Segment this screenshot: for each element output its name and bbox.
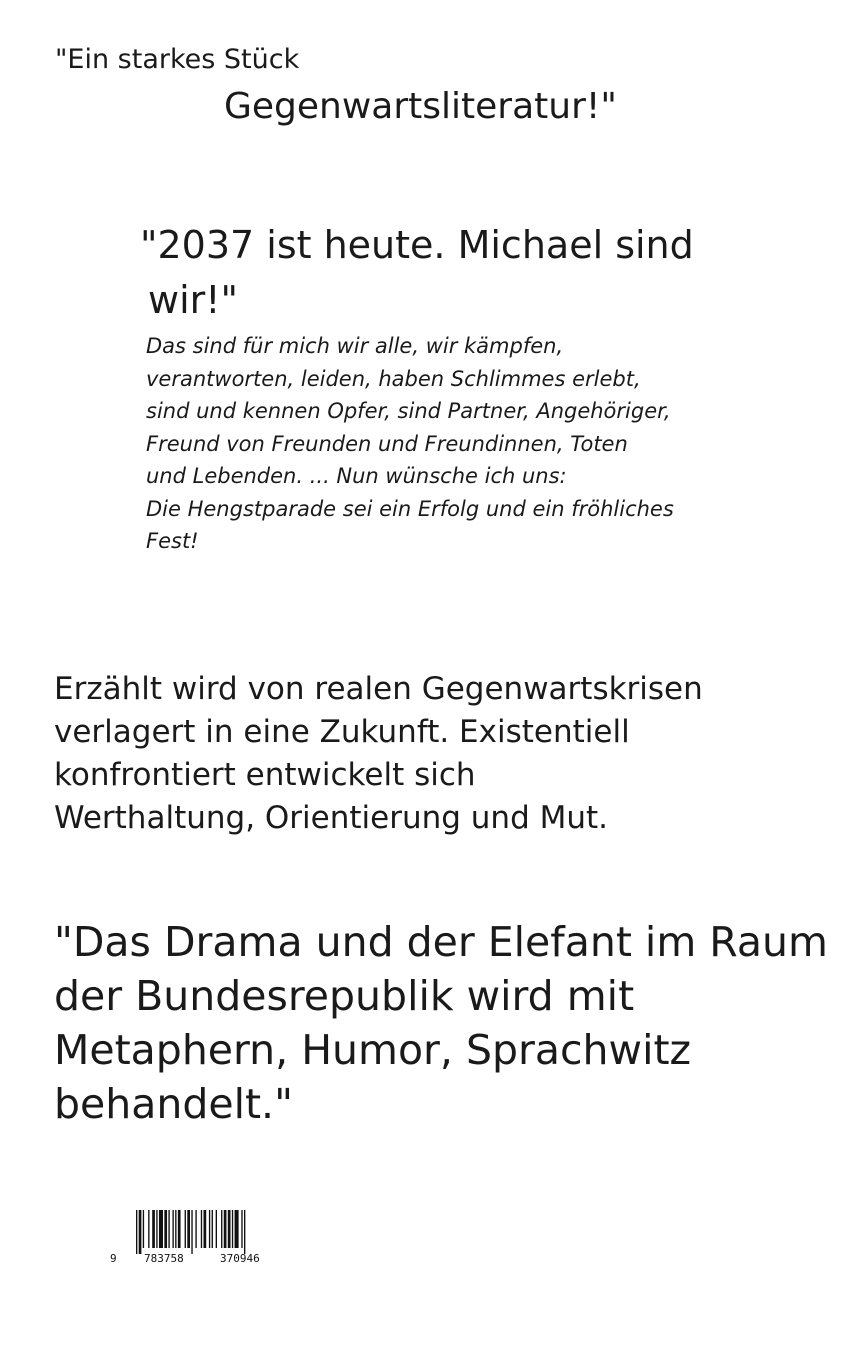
barcode-bar [201,1210,202,1248]
description-paragraph [54,668,794,840]
barcode-bar [221,1210,222,1248]
barcode-bar [244,1210,245,1254]
description-line: konfrontiert entwickelt sich [54,757,476,793]
quote-2-body-line: Die Hengstparade sei ein Erfolg und ein fröhliches [146,496,674,521]
barcode-bar [175,1210,176,1248]
barcode-bar [224,1210,227,1248]
quote-2-body [146,330,706,558]
barcode-bar [143,1210,144,1248]
quote-3-line: Metaphern, Humor, Sprachwitz [54,1026,692,1074]
isbn-barcode [110,1210,300,1264]
quote-2-headline-line-1: "2037 ist heute. Michael sind [140,223,694,267]
barcode-bar [156,1210,157,1248]
barcode-bar [168,1210,169,1248]
barcode-bar [191,1210,192,1254]
quote-3 [54,915,834,1131]
barcode-bars [136,1210,245,1254]
description-line: Werthaltung, Orientierung und Mut. [54,800,609,836]
barcode-lead-digit: 9 [110,1252,117,1264]
quote-2-body-line: verantworten, leiden, haben Schlimmes erlebt, [146,366,641,391]
barcode-group-1: 783758 [144,1252,184,1264]
barcode-bar [187,1210,190,1248]
description-line: verlagert in eine Zukunft. Existentiell [54,714,630,750]
barcode-bar [164,1210,167,1248]
barcode-bar [178,1210,181,1248]
quote-2-body-line: Das sind für mich wir alle, wir kämpfen, [146,334,564,358]
barcode-bar [241,1210,242,1248]
barcode-bar [136,1210,137,1254]
quote-2-body-line: Fest! [146,529,199,553]
quote-2-body-line: Freund von Freunden und Freundinnen, Toten [146,431,628,456]
barcode-bar [172,1210,173,1248]
quote-3-line: behandelt." [54,1080,293,1128]
quote-2-headline-line-2: wir!" [148,278,238,322]
barcode-bar [212,1210,213,1248]
barcode-bar [204,1210,207,1248]
barcode-bar [216,1210,217,1248]
description-line: Erzählt wird von realen Gegenwartskrisen [54,671,703,707]
quote-3-line: der Bundesrepublik wird mit [54,972,635,1020]
barcode-bar [235,1210,239,1248]
quote-2-body-line: und Lebenden. ... Nun wünsche ich uns: [146,464,567,488]
barcode-bar [139,1210,142,1254]
barcode-bar [152,1210,155,1248]
barcode-bar [209,1210,210,1248]
barcode-bar [159,1210,163,1248]
barcode-bar [232,1210,233,1248]
quote-1-line-2: Gegenwartsliteratur!" [224,86,617,127]
barcode-bar [148,1210,149,1248]
barcode-group-2: 370946 [220,1252,260,1264]
quote-1-line-1: "Ein starkes Stück [55,44,300,75]
quote-2-body-line: sind und kennen Opfer, sind Partner, Angehöriger, [146,399,671,423]
barcode-bar [195,1210,196,1248]
quote-3-line: "Das Drama und der Elefant im Raum [54,918,828,966]
barcode-bar [185,1210,186,1248]
barcode-bar [228,1210,231,1248]
